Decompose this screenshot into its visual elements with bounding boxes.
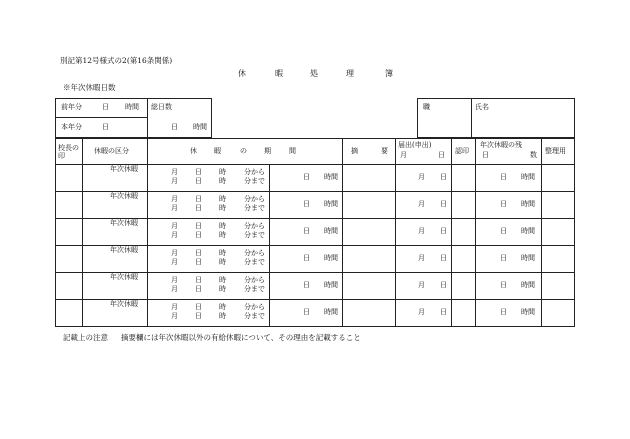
- period-hours: 時間: [324, 254, 338, 262]
- remain-hours: 時間: [521, 173, 535, 181]
- remain-day: 日: [500, 200, 507, 208]
- to-hour: 時: [219, 312, 226, 320]
- filing-day-header: 日: [438, 151, 445, 159]
- period-hours: 時間: [324, 281, 338, 289]
- position-label: 職: [423, 103, 430, 111]
- from-day: 日: [195, 276, 202, 284]
- name-label: 氏名: [475, 103, 489, 111]
- from-day: 日: [195, 195, 202, 203]
- approval-seal-header: 認印: [455, 147, 469, 155]
- filed-month: 月: [418, 173, 425, 181]
- filing-month-header: 月: [400, 151, 407, 159]
- to-hour: 時: [219, 285, 226, 293]
- leave-type-cell: 年次休暇: [110, 165, 138, 173]
- footnote-label: 記載上の注意: [63, 333, 108, 342]
- remain-day: 日: [500, 227, 507, 235]
- from-minute: 分から: [244, 276, 265, 284]
- table-col-line: [395, 138, 396, 327]
- from-minute: 分から: [244, 303, 265, 311]
- total-day-unit: 日: [171, 123, 178, 131]
- from-month: 月: [171, 276, 178, 284]
- from-day: 日: [195, 222, 202, 230]
- filed-month: 月: [418, 227, 425, 235]
- to-day: 日: [195, 312, 202, 320]
- table-col-line: [541, 138, 542, 327]
- from-month: 月: [171, 249, 178, 257]
- from-hour: 時: [219, 168, 226, 176]
- period-hours: 時間: [324, 173, 338, 181]
- period-hours: 時間: [324, 227, 338, 235]
- position-name-divider: [471, 98, 472, 138]
- leave-type-cell: 年次休暇: [110, 219, 138, 227]
- to-hour: 時: [219, 231, 226, 239]
- leave-type-header: 休暇の区分: [94, 147, 129, 155]
- filed-day: 日: [440, 227, 447, 235]
- summary-divider: [147, 98, 148, 138]
- from-hour: 時: [219, 195, 226, 203]
- prev-year-hour-unit: 時間: [125, 103, 139, 111]
- period-hours: 時間: [324, 200, 338, 208]
- leave-type-cell: 年次休暇: [110, 246, 138, 254]
- to-month: 月: [171, 231, 178, 239]
- table-col-line: [82, 138, 83, 327]
- filing-header: 届出(申出): [398, 141, 432, 149]
- to-day: 日: [195, 204, 202, 212]
- filed-month: 月: [418, 281, 425, 289]
- leave-type-cell: 年次休暇: [110, 192, 138, 200]
- leave-period-header-char: 期: [264, 147, 271, 155]
- title-char: 処: [310, 69, 318, 78]
- to-minute: 分まで: [244, 177, 265, 185]
- prev-year-label: 前年分: [61, 103, 82, 111]
- table-col-line: [342, 138, 343, 327]
- to-hour: 時: [219, 204, 226, 212]
- from-hour: 時: [219, 222, 226, 230]
- footnote-text: 摘要欄には年次休暇以外の有給休暇について、その理由を記載すること: [121, 333, 361, 342]
- to-month: 月: [171, 204, 178, 212]
- this-year-label: 本年分: [61, 123, 82, 131]
- to-month: 月: [171, 258, 178, 266]
- to-month: 月: [171, 285, 178, 293]
- period-day: 日: [303, 173, 310, 181]
- from-month: 月: [171, 195, 178, 203]
- remaining-day-header: 日: [482, 151, 489, 159]
- leave-period-header-char: 休: [190, 147, 197, 155]
- filed-day: 日: [440, 200, 447, 208]
- form-caption: 別記第12号様式の2(第16条関係): [60, 56, 173, 65]
- leave-type-cell: 年次休暇: [110, 300, 138, 308]
- from-month: 月: [171, 168, 178, 176]
- remaining-count-header: 数: [530, 151, 537, 159]
- to-minute: 分まで: [244, 231, 265, 239]
- remain-day: 日: [500, 308, 507, 316]
- from-day: 日: [195, 168, 202, 176]
- leave-type-cell: 年次休暇: [110, 273, 138, 281]
- to-minute: 分まで: [244, 285, 265, 293]
- filed-month: 月: [418, 254, 425, 262]
- to-hour: 時: [219, 258, 226, 266]
- title-char: 簿: [385, 69, 393, 78]
- prev-year-day-unit: 日: [102, 103, 109, 111]
- summary-header-char: 要: [381, 147, 388, 155]
- period-hours: 時間: [324, 308, 338, 316]
- filed-day: 日: [440, 308, 447, 316]
- period-day: 日: [303, 281, 310, 289]
- to-month: 月: [171, 177, 178, 185]
- from-month: 月: [171, 303, 178, 311]
- table-col-line: [269, 164, 270, 327]
- annual-leave-days-label: ※年次休暇日数: [63, 83, 116, 92]
- period-day: 日: [303, 200, 310, 208]
- to-minute: 分まで: [244, 312, 265, 320]
- to-minute: 分まで: [244, 258, 265, 266]
- from-minute: 分から: [244, 222, 265, 230]
- to-minute: 分まで: [244, 204, 265, 212]
- filed-month: 月: [418, 308, 425, 316]
- leave-period-header-char: 間: [289, 147, 296, 155]
- from-month: 月: [171, 222, 178, 230]
- remain-day: 日: [500, 254, 507, 262]
- title-char: 暇: [275, 69, 283, 78]
- filed-day: 日: [440, 173, 447, 181]
- to-day: 日: [195, 285, 202, 293]
- title-char: 休: [238, 69, 246, 78]
- to-day: 日: [195, 258, 202, 266]
- leave-period-header-char: 暇: [214, 147, 221, 155]
- to-hour: 時: [219, 177, 226, 185]
- from-minute: 分から: [244, 249, 265, 257]
- remaining-header: 年次休暇の残: [480, 141, 522, 149]
- remain-day: 日: [500, 173, 507, 181]
- remain-hours: 時間: [521, 200, 535, 208]
- summary-divider: [55, 117, 147, 118]
- processing-header: 整理用: [545, 147, 566, 155]
- filed-day: 日: [440, 254, 447, 262]
- title-char: 理: [346, 69, 354, 78]
- total-label: 総日数: [151, 103, 172, 111]
- remain-day: 日: [500, 281, 507, 289]
- position-name-frame: [417, 98, 575, 138]
- table-col-line: [147, 138, 148, 327]
- remain-hours: 時間: [521, 308, 535, 316]
- from-hour: 時: [219, 276, 226, 284]
- chief-seal-header: 校長の印: [58, 144, 79, 161]
- from-minute: 分から: [244, 195, 265, 203]
- to-month: 月: [171, 312, 178, 320]
- from-minute: 分から: [244, 168, 265, 176]
- from-hour: 時: [219, 249, 226, 257]
- to-day: 日: [195, 231, 202, 239]
- summary-header-char: 摘: [351, 147, 358, 155]
- table-col-line: [451, 138, 452, 327]
- table-col-line: [475, 138, 476, 327]
- leave-period-header-char: の: [240, 147, 247, 155]
- from-hour: 時: [219, 303, 226, 311]
- from-day: 日: [195, 249, 202, 257]
- period-day: 日: [303, 227, 310, 235]
- filed-month: 月: [418, 200, 425, 208]
- this-year-day-unit: 日: [102, 123, 109, 131]
- from-day: 日: [195, 303, 202, 311]
- period-day: 日: [303, 308, 310, 316]
- to-day: 日: [195, 177, 202, 185]
- remain-hours: 時間: [521, 281, 535, 289]
- remain-hours: 時間: [521, 254, 535, 262]
- filed-day: 日: [440, 281, 447, 289]
- remain-hours: 時間: [521, 227, 535, 235]
- period-day: 日: [303, 254, 310, 262]
- total-hour-unit: 時間: [193, 123, 207, 131]
